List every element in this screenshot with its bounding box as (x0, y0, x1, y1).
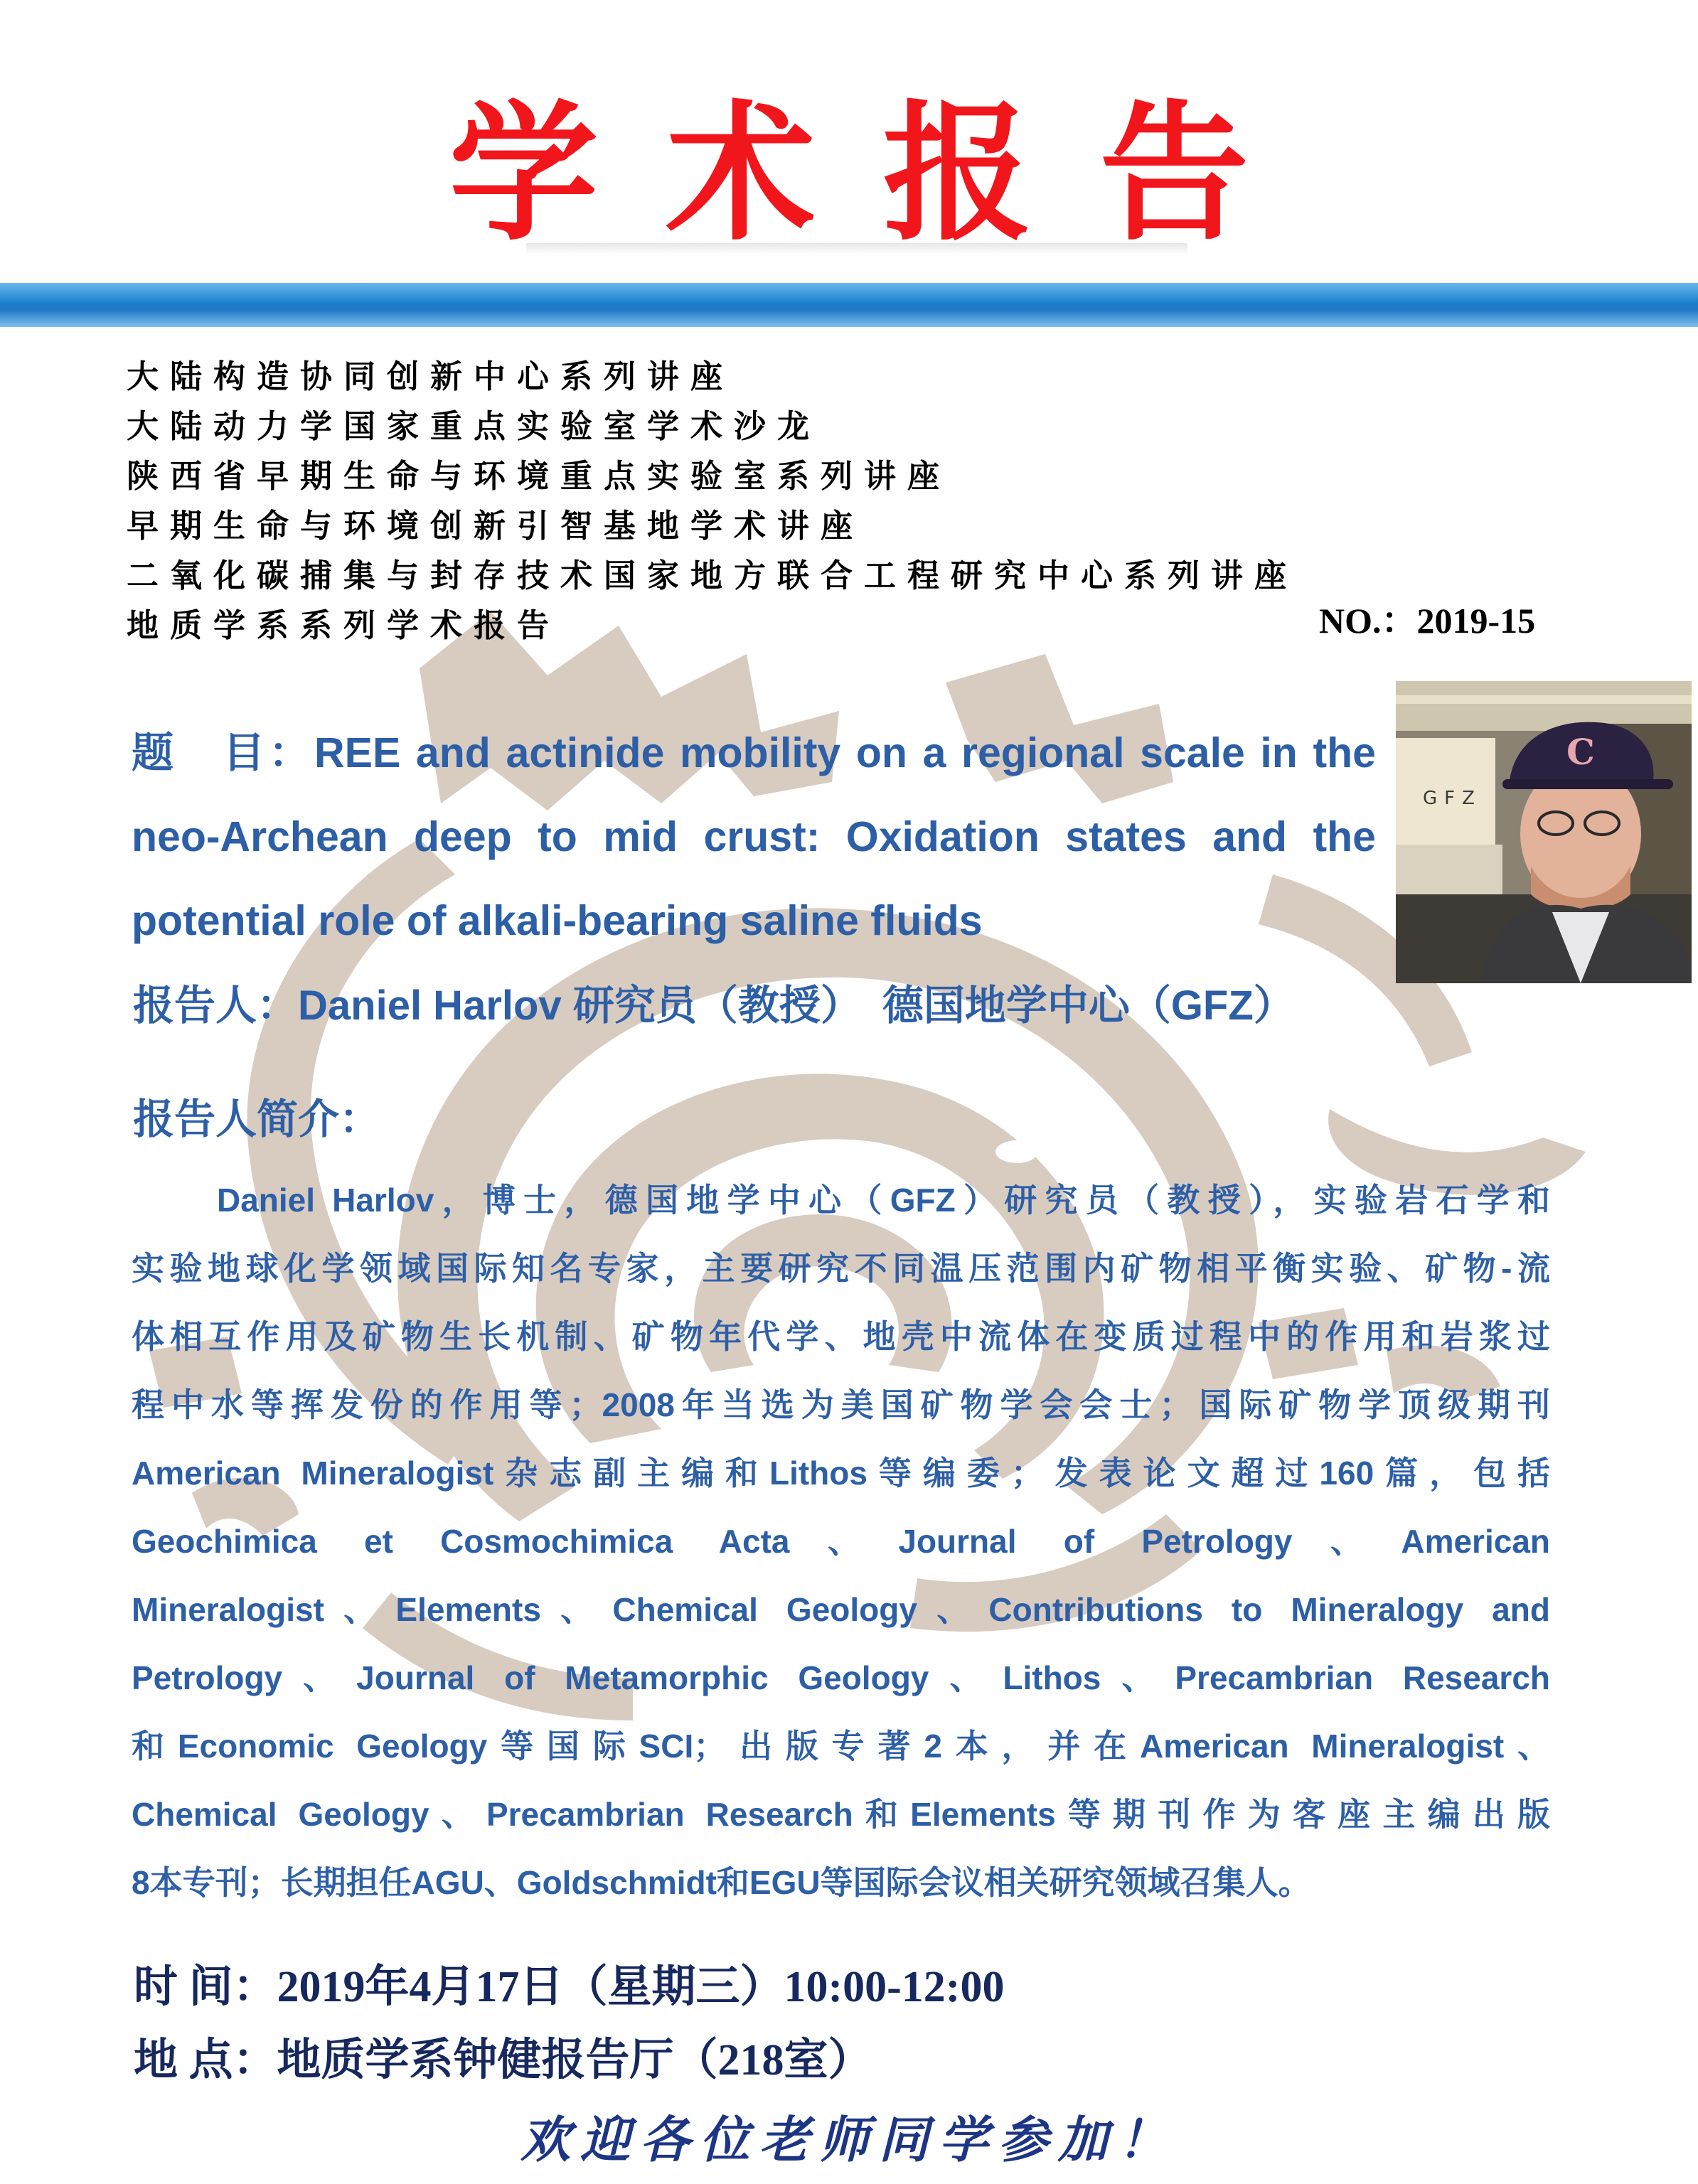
series-item: 早期生命与环境创新引智基地学术讲座 (127, 507, 865, 545)
bio-line: American Mineralogist杂志副主编和Lithos等编委；发表论文超过160篇，包括 (132, 1455, 1550, 1492)
topic-text: REE and actinide mobility on a regional scale in the neo-Archean deep to mid crust: Oxidation states and the potential role of alkali-bearing saline fluids (132, 729, 1376, 944)
time-value: 2019年4月17日（星期三）10:00-12:00 (277, 1963, 1005, 2011)
bio-line: Daniel Harlov，博士，德国地学中心（GFZ）研究员（教授），实验岩石学和 (217, 1182, 1550, 1219)
bio-line: 和Economic Geology等国际SCI；出版专著2本，并在American Mineralogist、 (132, 1728, 1550, 1765)
bio-line: 体相互作用及矿物生长机制、矿物年代学、地壳中流体在变质过程中的作用和岩浆过 (132, 1318, 1550, 1355)
series-item: 地质学系系列学术报告 (127, 606, 561, 644)
speaker-photo-image (1396, 681, 1692, 983)
speaker-text: Daniel Harlov 研究员（教授） 德国地学中心（GFZ） (298, 983, 1295, 1029)
topic-label: 题 目： (132, 729, 314, 776)
place-value: 地质学系钟健报告厅（218室） (277, 2036, 872, 2084)
bio-heading: 报告人简介： (133, 1096, 381, 1142)
report-number: NO.：2019-15 (1319, 601, 1536, 641)
bio-line: 程中水等挥发份的作用等；2008年当选为美国矿物学会会士；国际矿物学顶级期刊 (132, 1386, 1550, 1423)
header-band-divider (0, 283, 1698, 327)
lecture-series-list (127, 352, 1298, 651)
series-item: 陕西省早期生命与环境重点实验室系列讲座 (127, 457, 951, 495)
series-item: 大陆动力学国家重点实验室学术沙龙 (127, 407, 821, 445)
topic-block (132, 711, 1376, 963)
photo-cap-letter: C (1566, 731, 1595, 773)
speaker-label: 报告人： (133, 983, 299, 1029)
place-line (134, 2032, 872, 2089)
poster-title: 学术报告 (449, 87, 1317, 261)
series-item: 二氧化碳捕集与封存技术国家地方联合工程研究中心系列讲座 (127, 557, 1298, 594)
bio-line: 实验地球化学领域国际知名专家，主要研究不同温压范围内矿物相平衡实验、矿物-流 (132, 1250, 1550, 1287)
speaker-photo (1396, 681, 1692, 983)
place-label: 地 点： (134, 2036, 277, 2084)
bio-line: Geochimica et Cosmochimica Acta、Journal of Petrology、American (132, 1523, 1550, 1560)
bio-line: Petrology、Journal of Metamorphic Geology、Lithos、Precambrian Research (132, 1659, 1550, 1696)
bio-line: Mineralogist、Elements、Chemical Geology、Contributions to Mineralogy and (132, 1591, 1550, 1628)
welcome-message: 欢迎各位老师同学参加！ (520, 2110, 1178, 2169)
bio-line: 8本专刊；长期担任AGU、Goldschmidt和EGU等国际会议相关研究领域召集人。 (132, 1864, 1311, 1901)
photo-sign-text: GFZ (1423, 788, 1482, 809)
speaker-line (133, 978, 1295, 1034)
time-label: 时 间： (134, 1963, 277, 2011)
series-item: 大陆构造协同创新中心系列讲座 (127, 358, 735, 395)
bio-paragraph (132, 1166, 1550, 1917)
time-line (134, 1959, 1004, 2016)
bio-line: Chemical Geology、Precambrian Research和Elements等期刊作为客座主编出版 (132, 1796, 1550, 1833)
